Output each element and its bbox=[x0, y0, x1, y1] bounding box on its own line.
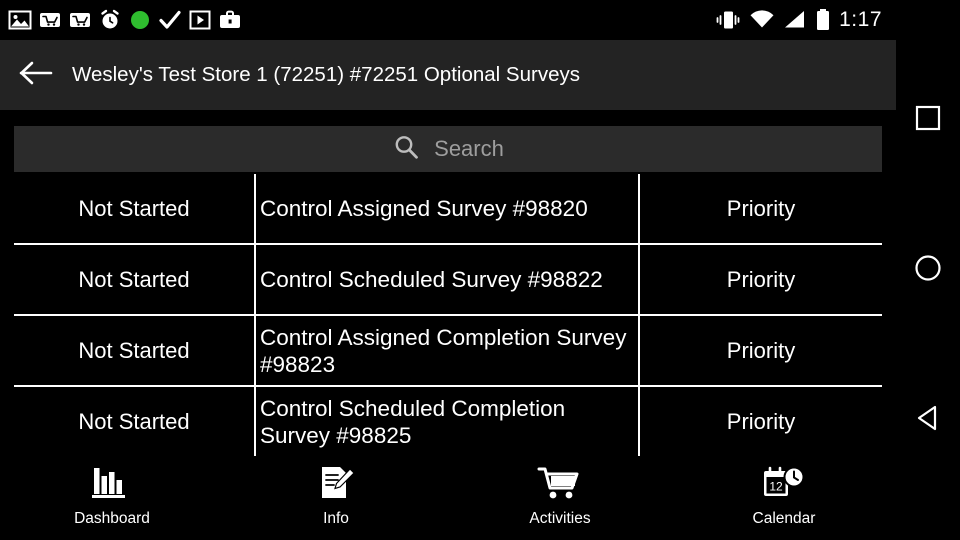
tab-label: Dashboard bbox=[74, 510, 150, 527]
status-bar bbox=[0, 0, 896, 40]
status-bar-right-icons bbox=[715, 8, 888, 32]
search-icon bbox=[392, 133, 420, 166]
title-bar bbox=[0, 40, 896, 110]
row-status: Not Started bbox=[14, 387, 256, 456]
svg-text:12: 12 bbox=[769, 479, 783, 494]
shopping-cart-icon bbox=[68, 8, 92, 32]
row-priority: Priority bbox=[726, 266, 796, 292]
bottom-tab-bar bbox=[0, 456, 896, 540]
tab-label: Calendar bbox=[752, 510, 816, 527]
nav-back-button[interactable] bbox=[896, 388, 960, 452]
briefcase-icon bbox=[218, 8, 242, 32]
square-icon bbox=[915, 105, 941, 136]
arrow-left-icon bbox=[19, 60, 53, 91]
bar-chart-icon bbox=[90, 462, 134, 504]
back-button[interactable] bbox=[0, 40, 72, 110]
row-priority: Priority bbox=[726, 337, 796, 363]
search-bar[interactable] bbox=[14, 126, 882, 172]
signal-icon bbox=[783, 9, 807, 31]
search-input[interactable]: Search bbox=[434, 136, 504, 161]
row-name: Control Scheduled Completion Survey #98825 bbox=[256, 387, 640, 456]
shopping-cart-icon bbox=[38, 8, 62, 32]
wifi-icon bbox=[749, 9, 775, 31]
table-row[interactable] bbox=[14, 387, 882, 456]
circle-icon bbox=[914, 254, 942, 287]
row-status: Not Started bbox=[14, 174, 256, 243]
row-status: Not Started bbox=[14, 316, 256, 385]
tab-label: Info bbox=[323, 510, 349, 527]
row-name: Control Assigned Survey #98820 bbox=[256, 174, 640, 243]
table-row[interactable] bbox=[14, 316, 882, 387]
recent-apps-button[interactable] bbox=[896, 88, 960, 152]
green-circle-icon bbox=[128, 8, 152, 32]
note-pencil-icon bbox=[314, 462, 358, 504]
row-priority: Priority bbox=[726, 195, 796, 221]
tab-info[interactable] bbox=[224, 462, 448, 528]
table-row[interactable] bbox=[14, 174, 882, 245]
status-bar-left-icons bbox=[8, 8, 242, 32]
row-priority: Priority bbox=[726, 408, 796, 434]
status-clock: 1:17 bbox=[839, 8, 882, 31]
tab-dashboard[interactable] bbox=[0, 462, 224, 528]
play-store-icon bbox=[188, 8, 212, 32]
row-name: Control Assigned Completion Survey #98823 bbox=[256, 316, 640, 385]
system-nav-rail bbox=[896, 0, 960, 540]
survey-list[interactable] bbox=[14, 174, 882, 456]
row-status: Not Started bbox=[14, 245, 256, 314]
battery-icon bbox=[815, 8, 831, 32]
checkmark-icon bbox=[158, 8, 182, 32]
calendar-clock-icon bbox=[760, 462, 808, 504]
alarm-clock-icon bbox=[98, 8, 122, 32]
table-row[interactable] bbox=[14, 245, 882, 316]
home-button[interactable] bbox=[896, 238, 960, 302]
vibrate-icon bbox=[715, 9, 741, 31]
tab-calendar[interactable] bbox=[672, 462, 896, 528]
shopping-cart-icon bbox=[536, 462, 584, 504]
tab-activities[interactable] bbox=[448, 462, 672, 528]
page-title: Wesley's Test Store 1 (72251) #72251 Optional Surveys bbox=[72, 63, 580, 86]
triangle-left-icon bbox=[915, 404, 941, 437]
tab-label: Activities bbox=[529, 510, 591, 527]
image-icon bbox=[8, 8, 32, 32]
row-name: Control Scheduled Survey #98822 bbox=[256, 245, 640, 314]
